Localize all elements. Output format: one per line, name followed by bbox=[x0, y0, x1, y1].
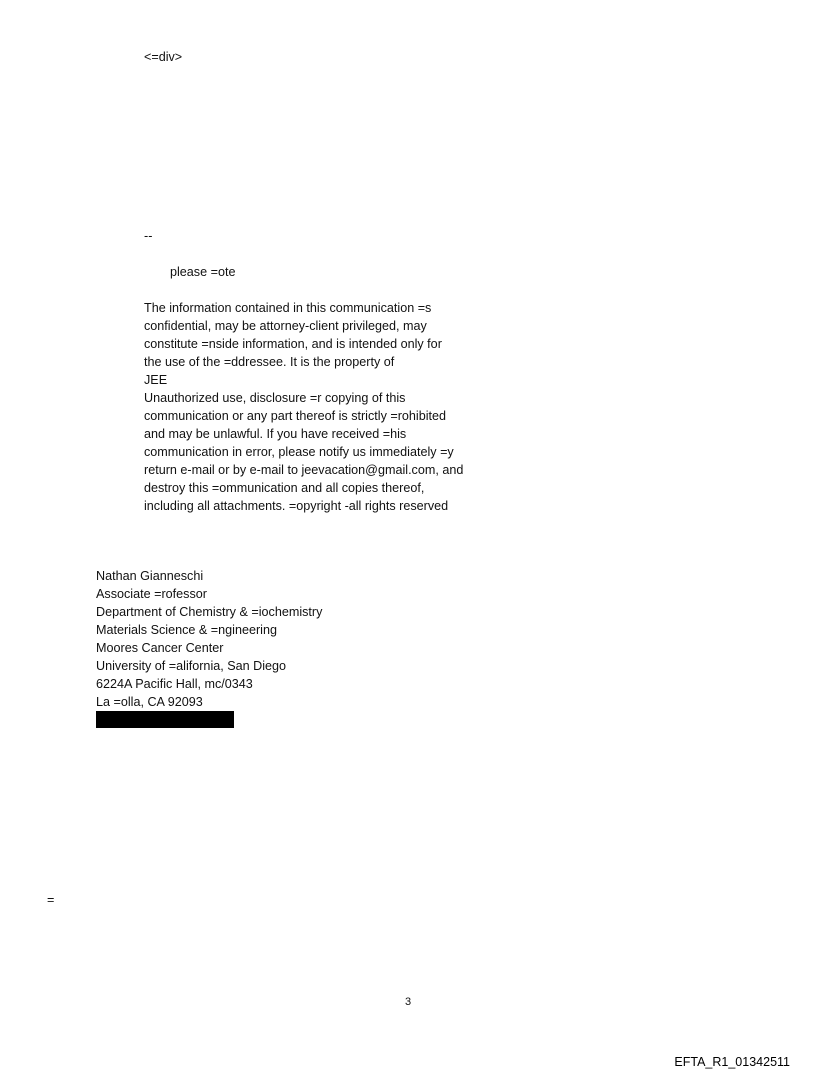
disclaimer-line: confidential, may be attorney-client privileged, may bbox=[144, 319, 427, 333]
signature-separator: -- bbox=[144, 229, 153, 243]
redaction-bar bbox=[96, 711, 234, 728]
please-note-heading: please =ote bbox=[170, 265, 236, 279]
disclaimer-line: communication in error, please notify us immediately =y bbox=[144, 445, 454, 459]
disclaimer-line: return e-mail or by e-mail to jeevacation@gmail.com, and bbox=[144, 463, 464, 477]
disclaimer-line: JEE bbox=[144, 373, 168, 387]
disclaimer-line: and may be unlawful. If you have received =his bbox=[144, 427, 407, 441]
disclaimer-line: The information contained in this communication =s bbox=[144, 301, 432, 315]
disclaimer-line: the use of the =ddressee. It is the property of bbox=[144, 355, 395, 369]
signature-program: Materials Science & =ngineering bbox=[96, 623, 277, 637]
confidentiality-disclaimer bbox=[144, 299, 504, 515]
signature-department: Department of Chemistry & =iochemistry bbox=[96, 605, 323, 619]
signature-address: 6224A Pacific Hall, mc/0343 bbox=[96, 677, 253, 691]
div-tag-text: <=div> bbox=[144, 50, 183, 64]
email-signature bbox=[96, 567, 396, 711]
signature-name: Nathan Gianneschi bbox=[96, 569, 204, 583]
disclaimer-line: Unauthorized use, disclosure =r copying of this bbox=[144, 391, 406, 405]
disclaimer-line: constitute =nside information, and is intended only for bbox=[144, 337, 442, 351]
signature-center: Moores Cancer Center bbox=[96, 641, 224, 655]
disclaimer-line: communication or any part thereof is strictly =rohibited bbox=[144, 409, 447, 423]
stray-equals-sign: = bbox=[47, 893, 55, 907]
disclaimer-line: destroy this =ommunication and all copies thereof, bbox=[144, 481, 425, 495]
signature-city: La =olla, CA 92093 bbox=[96, 695, 203, 709]
document-id-stamp: EFTA_R1_01342511 bbox=[674, 1055, 790, 1069]
disclaimer-line: including all attachments. =opyright -all rights reserved bbox=[144, 499, 449, 513]
signature-title: Associate =rofessor bbox=[96, 587, 207, 601]
signature-university: University of =alifornia, San Diego bbox=[96, 659, 287, 673]
page-number: 3 bbox=[404, 996, 412, 1008]
